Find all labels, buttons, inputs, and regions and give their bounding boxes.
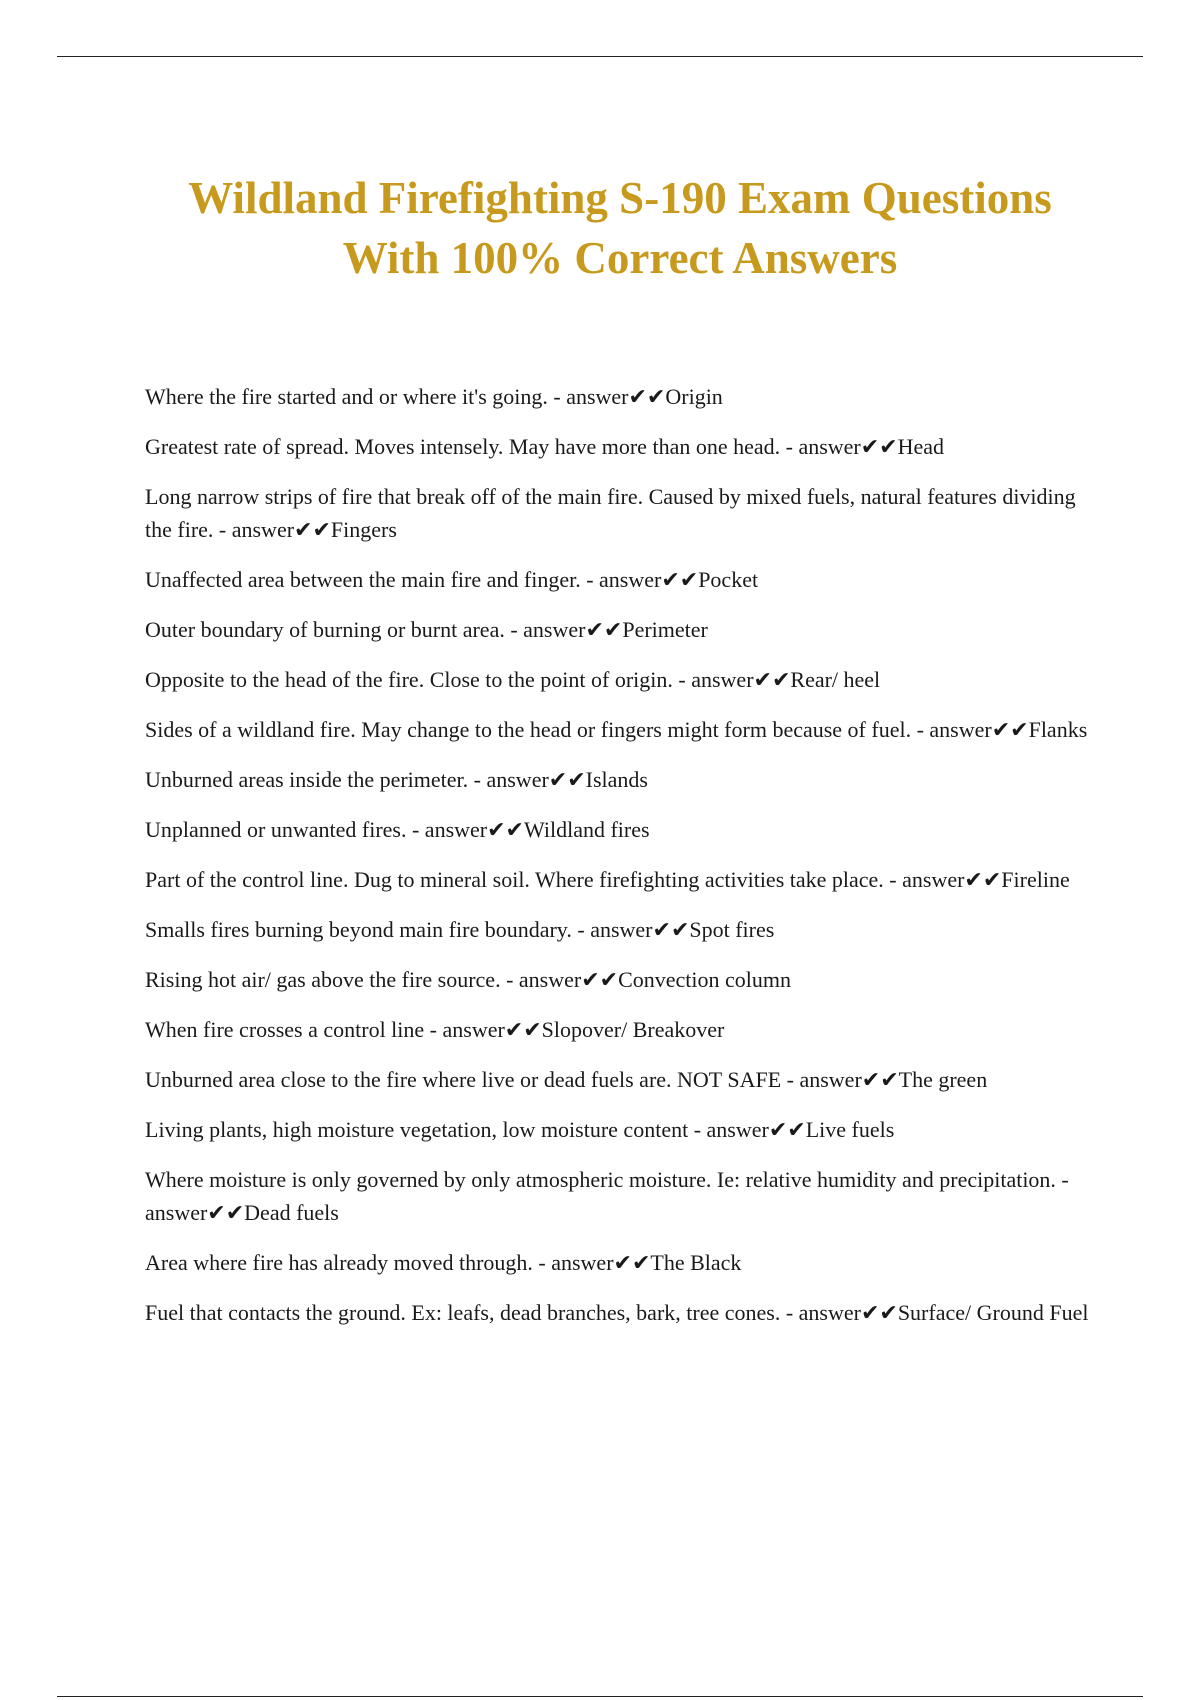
qa-item: Unburned areas inside the perimeter. - answer✔✔Islands — [145, 767, 648, 792]
bottom-rule — [57, 1696, 1143, 1697]
qa-item: Part of the control line. Dug to mineral soil. Where firefighting activities take place. - answer✔✔Fireline — [145, 867, 1070, 892]
qa-item: Opposite to the head of the fire. Close to the point of origin. - answer✔✔Rear/ heel — [145, 667, 881, 692]
qa-item: Outer boundary of burning or burnt area. - answer✔✔Perimeter — [145, 617, 708, 642]
qa-item: Unburned area close to the fire where live or dead fuels are. NOT SAFE - answer✔✔The green — [145, 1067, 988, 1092]
qa-item: Greatest rate of spread. Moves intensely. May have more than one head. - answer✔✔Head — [145, 434, 945, 459]
qa-item: Where moisture is only governed by only atmospheric moisture. Ie: relative humidity and precipitation. - answer✔✔Dead fuels — [145, 1167, 1069, 1225]
qa-item: Unplanned or unwanted fires. - answer✔✔Wildland fires — [145, 817, 650, 842]
qa-item: Where the fire started and or where it's going. - answer✔✔Origin — [145, 384, 723, 409]
qa-list — [145, 380, 1090, 1346]
qa-item: Living plants, high moisture vegetation, low moisture content - answer✔✔Live fuels — [145, 1117, 895, 1142]
qa-item: Area where fire has already moved through. - answer✔✔The Black — [145, 1250, 742, 1275]
qa-item: When fire crosses a control line - answer✔✔Slopover/ Breakover — [145, 1017, 725, 1042]
qa-item: Sides of a wildland fire. May change to the head or fingers might form because of fuel. - answer✔✔Flanks — [145, 717, 1088, 742]
top-rule — [57, 56, 1143, 57]
qa-item: Unaffected area between the main fire and finger. - answer✔✔Pocket — [145, 567, 759, 592]
qa-item: Rising hot air/ gas above the fire source. - answer✔✔Convection column — [145, 967, 791, 992]
qa-item: Fuel that contacts the ground. Ex: leafs, dead branches, bark, tree cones. - answer✔✔Surface/ Ground Fuel — [145, 1300, 1089, 1325]
qa-item: Long narrow strips of fire that break off of the main fire. Caused by mixed fuels, natural features dividing the fire. - answer✔✔Fingers — [145, 484, 1076, 542]
qa-item: Smalls fires burning beyond main fire boundary. - answer✔✔Spot fires — [145, 917, 775, 942]
title-line-1: Wildland Firefighting S-190 Exam Questions — [188, 173, 1052, 223]
title-line-2: With 100% Correct Answers — [342, 233, 898, 283]
document-title — [100, 168, 1140, 288]
